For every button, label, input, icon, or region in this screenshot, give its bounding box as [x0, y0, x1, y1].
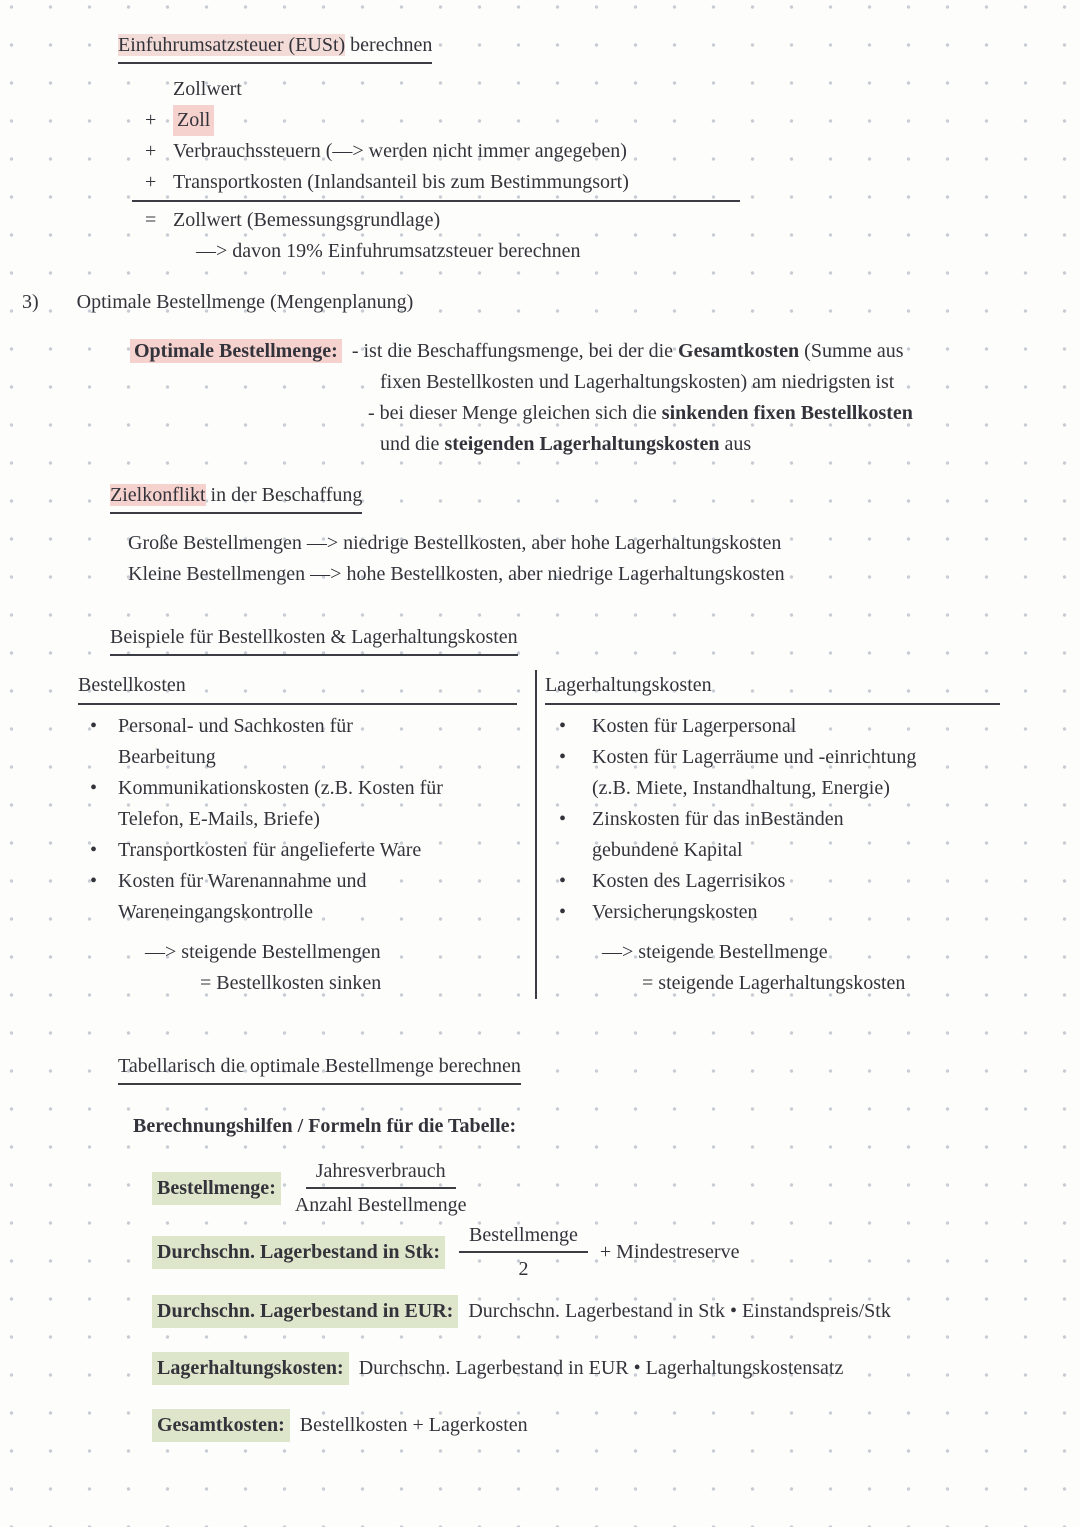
bestellkosten-conclusion-equals: = Bestellkosten sinken [200, 972, 382, 994]
fraction-numerator: Bestellmenge [459, 1221, 588, 1253]
formula-lagerhaltungskosten [152, 1352, 1080, 1385]
definition-label: Optimale Bestellmenge: [130, 339, 342, 363]
fraction [295, 1157, 467, 1219]
text-line: • Kosten für Warenannahme und [118, 870, 367, 892]
calc-operator: = [145, 209, 157, 231]
calc-row-zoll [132, 105, 740, 136]
calc-row-result [132, 205, 740, 236]
formula-gesamtkosten [152, 1409, 1080, 1442]
calc-operator: + [145, 109, 157, 131]
fraction-denominator: 2 [518, 1258, 529, 1280]
formula-text: Durchschn. Lagerbestand in EUR • Lagerhaltungskostensatz [358, 1357, 844, 1379]
definition-line-4 [380, 429, 1080, 460]
calc-text: Zoll [173, 105, 214, 136]
lagerhaltungskosten-header: Lagerhaltungskosten [545, 670, 1000, 705]
beispiele-heading: Beispiele für Bestellkosten & Lagerhaltungskosten [110, 622, 518, 656]
zielkonflikt-line-2: Kleine Bestellmengen —> hohe Bestellkosten, aber niedrige Lagerhaltungskosten [128, 563, 785, 585]
text-line: Telefon, E-Mails, Briefe) [118, 808, 320, 830]
text-segment: Einfuhrumsatzsteuer (EUSt) [118, 34, 346, 56]
text-line: • Versicherungskosten [592, 901, 758, 923]
text-segment: - ist die Beschaffungsmenge, bei der die [351, 340, 679, 362]
lagerhaltungskosten-column [535, 670, 1000, 999]
list-item [78, 866, 517, 928]
calc-text: Transportkosten (Inlandsanteil bis zum Bestimmungsort) [173, 171, 629, 193]
text-segment: - bei dieser Menge gleichen sich die [368, 402, 662, 424]
calc-row-verbrauchssteuern [132, 136, 740, 167]
fraction [459, 1221, 588, 1283]
calc-operator: + [145, 140, 157, 162]
comparison-table [78, 670, 1000, 1011]
zielkonflikt-section [110, 480, 1080, 590]
formula-suffix: + Mindestreserve [599, 1240, 740, 1263]
text-line: • Kommunikationskosten (z.B. Kosten für [118, 777, 443, 799]
formula-bestellmenge [152, 1157, 1080, 1219]
bestellkosten-conclusion-arrow: —> steigende Bestellmengen [145, 941, 381, 963]
definition-line-2: fixen Bestellkosten und Lagerhaltungskosten) am niedrigsten ist [380, 371, 895, 393]
text-segment: aus [719, 433, 752, 455]
list-item [545, 711, 1000, 742]
list-item [545, 897, 1000, 928]
text-line: Bearbeitung [118, 746, 216, 768]
list-item [545, 742, 1000, 804]
bestellkosten-list [78, 711, 517, 928]
text-line: • Transportkosten für angelieferte Ware [118, 839, 422, 861]
topic-title: Optimale Bestellmenge (Mengenplanung) [76, 291, 414, 313]
topic-number: 3) [22, 291, 39, 313]
text-segment: sinkenden fixen Bestellkosten [661, 402, 913, 424]
formula-lagerbestand-eur [152, 1295, 1080, 1328]
calc-operator [145, 74, 173, 105]
text-line: • Kosten für Lagerräume und -einrichtung [592, 746, 917, 768]
tabellarisch-heading: Tabellarisch die optimale Bestellmenge berechnen [118, 1051, 521, 1085]
formula-label: Durchschn. Lagerbestand in Stk: [152, 1236, 445, 1269]
lagerhaltungskosten-conclusion-equals: = steigende Lagerhaltungskosten [642, 972, 906, 994]
eust-heading [118, 30, 432, 64]
text-segment: steigenden Lagerhaltungskosten [444, 433, 720, 455]
calc-text: Zollwert (Bemessungsgrundlage) [173, 209, 441, 231]
text-line: • Kosten des Lagerrisikos [592, 870, 786, 892]
text-segment: berechnen [345, 34, 433, 56]
calc-row-zollwert [132, 74, 740, 105]
list-item [78, 711, 517, 773]
text-segment: (Summe aus [799, 340, 904, 362]
definition-line-1 [130, 336, 1080, 367]
bestellkosten-column [78, 670, 535, 999]
text-line: Wareneingangskontrolle [118, 901, 313, 923]
lagerhaltungskosten-conclusion-arrow: —> steigende Bestellmenge [602, 941, 828, 963]
calc-note: —> davon 19% Einfuhrumsatzsteuer berechnen [196, 240, 581, 262]
bestellkosten-header: Bestellkosten [78, 670, 517, 705]
definition-text [352, 340, 904, 362]
definition-block [130, 336, 1080, 460]
list-item [545, 866, 1000, 897]
formula-label: Bestellmenge: [152, 1172, 281, 1205]
text-line: (z.B. Miete, Instandhaltung, Energie) [592, 777, 890, 799]
formula-text: Bestellkosten + Lagerkosten [299, 1414, 528, 1436]
text-segment: Zielkonflikt [110, 484, 206, 506]
zielkonflikt-line-1: Große Bestellmengen —> niedrige Bestellkosten, aber hohe Lagerhaltungskosten [128, 532, 782, 554]
text-line: gebundene Kapital [592, 839, 743, 861]
list-item [78, 835, 517, 866]
fraction-numerator: Jahresverbrauch [306, 1157, 456, 1189]
topic-heading [22, 287, 1080, 318]
text-segment: in der Beschaffung [205, 484, 363, 506]
text-segment: Gesamtkosten [678, 340, 800, 362]
text-line: • Zinskosten für das inBeständen [592, 808, 844, 830]
eust-calculation [132, 74, 740, 267]
text-segment: und die [380, 433, 445, 455]
formula-text: Durchschn. Lagerbestand in Stk • Einstandspreis/Stk [468, 1300, 891, 1322]
calc-operator: + [145, 171, 157, 193]
calc-text: Zollwert [173, 78, 242, 100]
fraction-denominator: Anzahl Bestellmenge [294, 1194, 467, 1216]
formula-label: Gesamtkosten: [152, 1409, 290, 1442]
text-line: • Personal- und Sachkosten für [118, 715, 353, 737]
calc-row-transportkosten [132, 167, 740, 202]
formulas-subheading: Berechnungshilfen / Formeln für die Tabelle: [133, 1115, 517, 1137]
calc-text: Verbrauchssteuern (—> werden nicht immer angegeben) [173, 140, 627, 162]
text-line: • Kosten für Lagerpersonal [592, 715, 797, 737]
list-item [78, 773, 517, 835]
definition-line-3 [368, 398, 1080, 429]
zielkonflikt-heading [110, 480, 362, 514]
formula-label: Lagerhaltungskosten: [152, 1352, 349, 1385]
lagerhaltungskosten-list [545, 711, 1000, 928]
formula-lagerbestand-stk [152, 1221, 1080, 1283]
list-item [545, 804, 1000, 866]
formula-label: Durchschn. Lagerbestand in EUR: [152, 1295, 458, 1328]
